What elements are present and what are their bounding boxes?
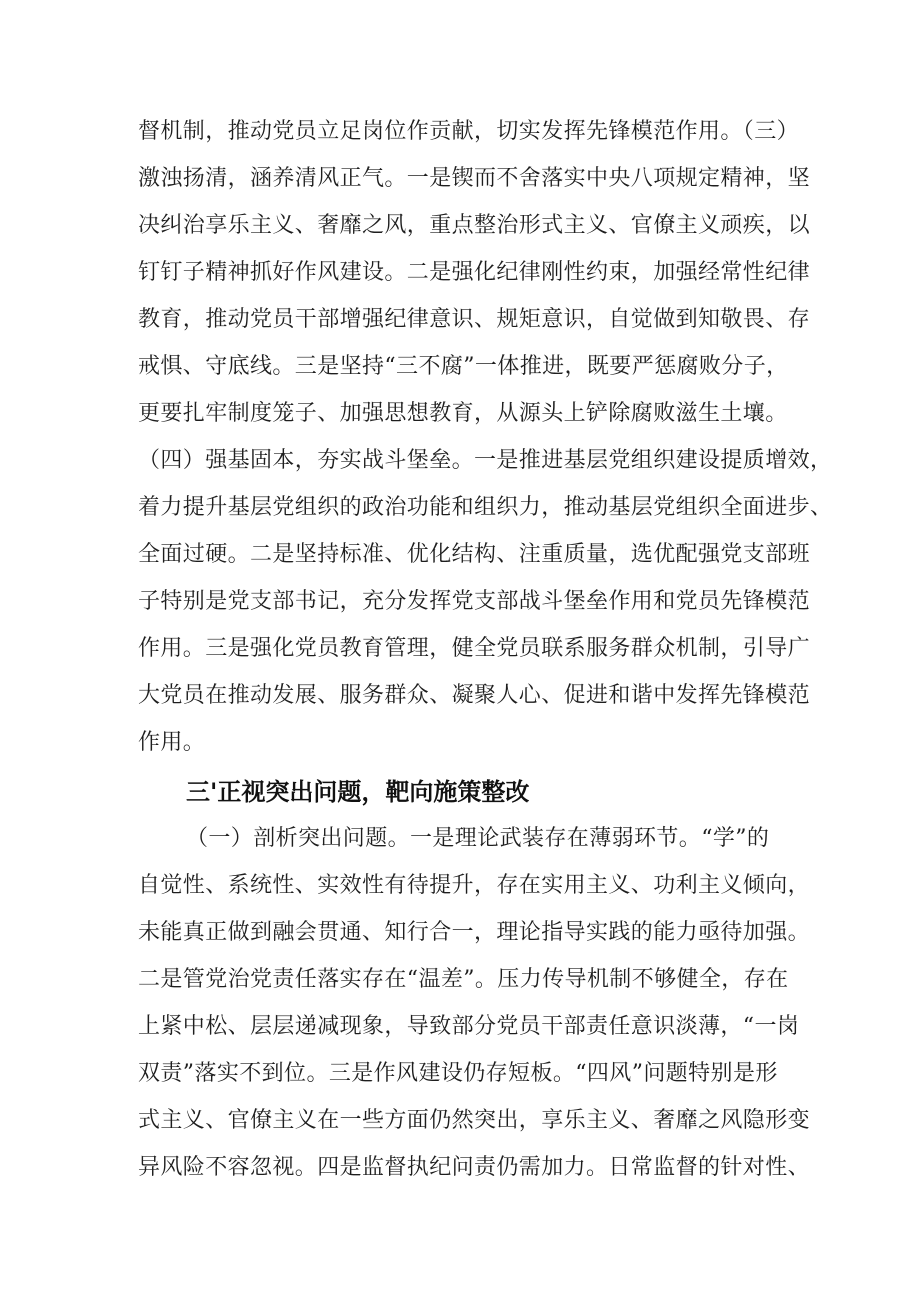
text-line: 钉钉子精神抓好作风建设。二是强化纪律刚性约束，加强经常性纪律 [138,260,811,285]
text-line: （四）强基固本，夯实战斗堡垒。一是推进基层党组织建设提质增效， [138,448,833,473]
text-line: 全面过硬。二是坚持标准、优化结构、注重质量，选优配强党支部班 [138,542,811,567]
text-line: 作用。三是强化党员教育管理，健全党员联系服务群众机制，引导广 [138,636,811,661]
text-line: 教育，推动党员干部增强纪律意识、规矩意识，自觉做到知敬畏、存 [138,307,811,332]
text-line: 激浊扬清，涵养清风正气。一是锲而不舍落实中央八项规定精神，坚 [138,166,811,191]
text-line: 式主义、官僚主义在一些方面仍然突出，享乐主义、奢靡之风隐形变 [138,1108,811,1133]
text-line: 双责”落实不到位。三是作风建设仍存短板。“四风”问题特别是形 [138,1061,778,1086]
text-line: 上紧中松、层层递减现象，导致部分党员干部责任意识淡薄，“一岗 [138,1014,800,1039]
text-line: 异风险不容忽视。四是监督执纪问责仍需加力。日常监督的针对性、 [138,1155,811,1180]
text-line: 子特别是党支部书记，充分发挥党支部战斗堡垒作用和党员先锋模范 [138,589,811,614]
text-line: 决纠治享乐主义、奢靡之风，重点整治形式主义、官僚主义顽疾，以 [138,213,811,238]
text-line: 更要扎牢制度笼子、加强思想教育，从源头上铲除腐败滋生土壤。 [138,401,788,426]
text-line: 未能真正做到融会贯通、知行合一，理论指导实践的能力亟待加强。 [138,920,811,945]
text-line: 着力提升基层党组织的政治功能和组织力，推动基层党组织全面进步、 [138,495,833,520]
text-line: 督机制，推动党员立足岗位作贡献，切实发挥先锋模范作用。（三） [138,119,800,144]
text-line: 戒惧、守底线。三是坚持“三不腐”一体推进，既要严惩腐败分子， [138,354,789,379]
text-line: 二是管党治党责任落实存在“温差”。压力传导机制不够健全，存在 [138,967,789,992]
text-line: 自觉性、系统性、实效性有待提升，存在实用主义、功利主义倾向， [138,873,811,898]
section-heading: 三'正视突出问题，靶向施策整改 [186,778,530,806]
text-line: 作用。 [138,730,206,755]
text-line: （一）剖析突出问题。一是理论武装存在薄弱环节。“学”的 [186,826,770,851]
text-line: 大党员在推动发展、服务群众、凝聚人心、促进和谐中发挥先锋模范 [138,683,811,708]
